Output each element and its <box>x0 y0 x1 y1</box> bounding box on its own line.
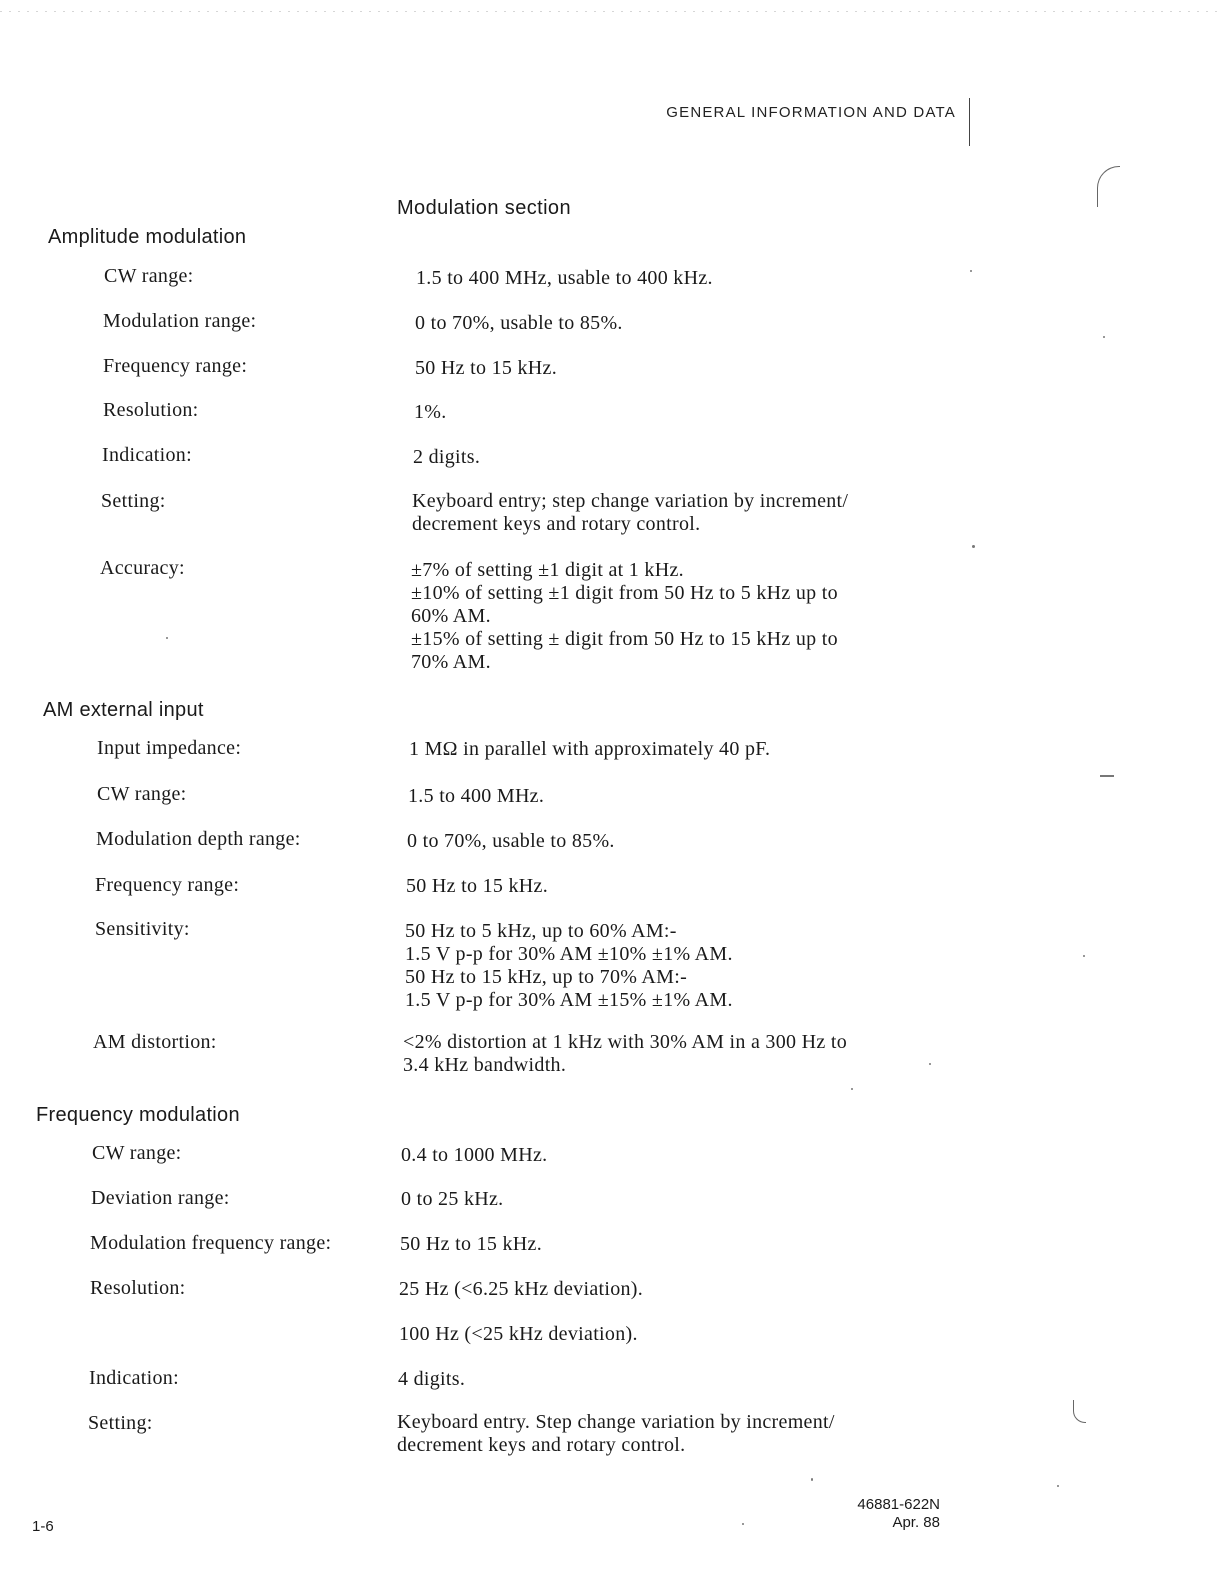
spec-value: 0 to 25 kHz. <box>401 1188 504 1210</box>
spec-value: Keyboard entry; step change variation by increment/ decrement keys and rotary control. <box>412 490 849 535</box>
spec-label: AM distortion: <box>93 1031 217 1053</box>
scan-speck <box>1100 775 1114 777</box>
scan-speck <box>851 1088 853 1090</box>
doc-date: Apr. 88 <box>892 1514 940 1531</box>
spec-label: Accuracy: <box>100 557 185 579</box>
spec-value: 1.5 to 400 MHz. <box>408 785 545 807</box>
scan-speck <box>166 637 168 639</box>
group-heading-frequency-modulation: Frequency modulation <box>36 1104 240 1126</box>
spec-value: 25 Hz (<6.25 kHz deviation). <box>399 1278 644 1300</box>
spec-label: Setting: <box>88 1412 153 1434</box>
spec-label: CW range: <box>97 783 187 805</box>
spec-value: 1 MΩ in parallel with approximately 40 pF. <box>409 738 771 760</box>
spec-label: Modulation frequency range: <box>90 1232 332 1254</box>
scan-speck <box>1103 336 1105 338</box>
spec-label: Deviation range: <box>91 1187 230 1209</box>
spec-value: Keyboard entry. Step change variation by increment/ decrement keys and rotary control. <box>397 1411 835 1456</box>
scan-speck <box>929 1063 931 1065</box>
scan-mark <box>1097 166 1120 207</box>
scan-speck <box>1057 1485 1059 1487</box>
scan-speck <box>811 1478 813 1481</box>
spec-label: Input impedance: <box>97 737 242 759</box>
scan-speck <box>742 1523 744 1525</box>
spec-value: 50 Hz to 15 kHz. <box>400 1233 542 1255</box>
scan-edge-artifact <box>0 11 1224 12</box>
section-title: Modulation section <box>397 197 571 219</box>
spec-value: 1%. <box>414 401 447 423</box>
spec-label: Modulation depth range: <box>96 828 301 850</box>
spec-value: 50 Hz to 5 kHz, up to 60% AM:- 1.5 V p-p for 30% AM ±10% ±1% AM. 50 Hz to 15 kHz, up to 70% AM:- 1.5 V p-p for 30% AM ±15% ±1% AM. <box>405 920 733 1011</box>
spec-value: 0.4 to 1000 MHz. <box>401 1144 548 1166</box>
spec-value: 50 Hz to 15 kHz. <box>415 357 557 379</box>
spec-value: 0 to 70%, usable to 85%. <box>407 830 615 852</box>
scan-mark <box>1073 1400 1086 1423</box>
spec-label: Indication: <box>89 1367 179 1389</box>
spec-label: Resolution: <box>90 1277 186 1299</box>
doc-number: 46881-622N <box>857 1496 940 1513</box>
scan-speck <box>972 545 975 548</box>
running-header: GENERAL INFORMATION AND DATA <box>666 104 956 121</box>
spec-value: 50 Hz to 15 kHz. <box>406 875 548 897</box>
spec-label: Resolution: <box>103 399 199 421</box>
spec-label: Frequency range: <box>103 355 248 377</box>
header-rule <box>969 98 970 146</box>
spec-label: Frequency range: <box>95 874 240 896</box>
scan-speck <box>1083 955 1085 957</box>
spec-value: 1.5 to 400 MHz, usable to 400 kHz. <box>416 267 713 289</box>
spec-value: 100 Hz (<25 kHz deviation). <box>399 1323 638 1345</box>
group-heading-amplitude-modulation: Amplitude modulation <box>48 226 247 248</box>
group-heading-am-external-input: AM external input <box>43 699 204 721</box>
spec-label: Sensitivity: <box>95 918 190 940</box>
spec-label: Setting: <box>101 490 166 512</box>
spec-label: CW range: <box>92 1142 182 1164</box>
spec-label: Indication: <box>102 444 192 466</box>
spec-value: 2 digits. <box>413 446 481 468</box>
page-number: 1-6 <box>32 1518 54 1535</box>
scan-speck <box>970 270 972 272</box>
spec-label: CW range: <box>104 265 194 287</box>
spec-label: Modulation range: <box>103 310 257 332</box>
spec-value: 4 digits. <box>398 1368 466 1390</box>
spec-value: ±7% of setting ±1 digit at 1 kHz. ±10% of setting ±1 digit from 50 Hz to 5 kHz up to 60% AM. ±15% of setting ± digit from 50 Hz to 15 kHz up to 70% AM. <box>411 559 838 673</box>
spec-value: 0 to 70%, usable to 85%. <box>415 312 623 334</box>
spec-value: <2% distortion at 1 kHz with 30% AM in a 300 Hz to 3.4 kHz bandwidth. <box>403 1031 848 1076</box>
